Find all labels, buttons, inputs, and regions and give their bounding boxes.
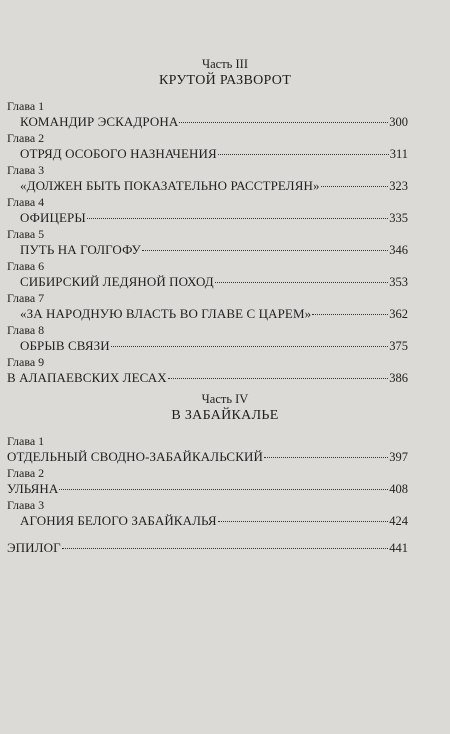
page-number: 323 (389, 179, 408, 193)
toc-entry[interactable] (20, 113, 408, 130)
chapter-label: Глава 1 (7, 434, 45, 448)
dot-leader (215, 282, 388, 283)
chapter-title: ОТДЕЛЬНЫЙ СВОДНО-ЗАБАЙКАЛЬСКИЙ (7, 449, 263, 464)
page-number: 441 (389, 541, 408, 555)
chapter-title: «ДОЛЖЕН БЫТЬ ПОКАЗАТЕЛЬНО РАССТРЕЛЯН» (20, 178, 320, 193)
toc-entry[interactable] (20, 177, 408, 194)
chapter-label: Глава 4 (7, 195, 45, 209)
toc-entry-epilogue[interactable] (7, 539, 408, 556)
part-number: Часть III (202, 57, 248, 71)
part-title: КРУТОЙ РАЗВОРОТ (158, 73, 292, 88)
chapter-label: Глава 1 (7, 99, 45, 113)
dot-leader (321, 186, 389, 187)
epilogue-title: ЭПИЛОГ (7, 540, 61, 555)
chapter-label: Глава 3 (7, 498, 45, 512)
chapter-title: КОМАНДИР ЭСКАДРОНА (20, 114, 179, 129)
chapter-label: Глава 8 (7, 323, 45, 337)
dot-leader (179, 122, 388, 123)
chapter-label: Глава 7 (7, 291, 45, 305)
dot-leader (62, 548, 389, 549)
dot-leader (264, 457, 388, 458)
dot-leader (59, 489, 388, 490)
toc-entry[interactable] (7, 369, 408, 386)
page-number: 335 (389, 211, 408, 225)
chapter-title: СИБИРСКИЙ ЛЕДЯНОЙ ПОХОД (20, 274, 214, 289)
chapter-label: Глава 3 (7, 163, 45, 177)
chapter-title: АГОНИЯ БЕЛОГО ЗАБАЙКАЛЬЯ (20, 513, 217, 528)
toc-entry[interactable] (7, 480, 408, 497)
page-number: 346 (389, 243, 408, 257)
page-number: 397 (389, 450, 408, 464)
toc-entry[interactable] (20, 305, 408, 322)
part-3-heading (0, 57, 450, 90)
dot-leader (111, 346, 389, 347)
chapter-label: Глава 2 (7, 466, 45, 480)
chapter-title: ОТРЯД ОСОБОГО НАЗНАЧЕНИЯ (20, 146, 217, 161)
toc-entry[interactable] (7, 448, 408, 465)
toc-entry[interactable] (20, 241, 408, 258)
toc-entry[interactable] (20, 209, 408, 226)
chapter-label: Глава 2 (7, 131, 45, 145)
chapter-label: Глава 5 (7, 227, 45, 241)
dot-leader (87, 218, 388, 219)
chapter-label: Глава 6 (7, 259, 45, 273)
dot-leader (218, 521, 389, 522)
toc-entry[interactable] (20, 512, 408, 529)
page-number: 300 (389, 115, 408, 129)
dot-leader (312, 314, 388, 315)
page-number: 424 (389, 514, 408, 528)
page-number: 386 (389, 371, 408, 385)
chapter-label: Глава 9 (7, 355, 45, 369)
part-4-heading (0, 392, 450, 425)
part-title: В ЗАБАЙКАЛЬЕ (171, 408, 279, 423)
chapter-title: УЛЬЯНА (7, 481, 59, 496)
page-number: 375 (389, 339, 408, 353)
toc-entry[interactable] (20, 145, 408, 162)
toc-entry[interactable] (20, 273, 408, 290)
chapter-title: В АЛАПАЕВСКИХ ЛЕСАХ (7, 370, 167, 385)
chapter-title: ПУТЬ НА ГОЛГОФУ (20, 242, 141, 257)
chapter-title: «ЗА НАРОДНУЮ ВЛАСТЬ ВО ГЛАВЕ С ЦАРЕМ» (20, 306, 312, 321)
dot-leader (218, 154, 389, 155)
page-number: 362 (389, 307, 408, 321)
chapter-title: ОФИЦЕРЫ (20, 210, 86, 225)
chapter-title: ОБРЫВ СВЯЗИ (20, 338, 110, 353)
dot-leader (168, 378, 389, 379)
dot-leader (142, 250, 389, 251)
page-number: 311 (389, 147, 408, 161)
part-number: Часть IV (201, 392, 249, 406)
toc-entry[interactable] (20, 337, 408, 354)
page-number: 408 (389, 482, 408, 496)
page-number: 353 (389, 275, 408, 289)
